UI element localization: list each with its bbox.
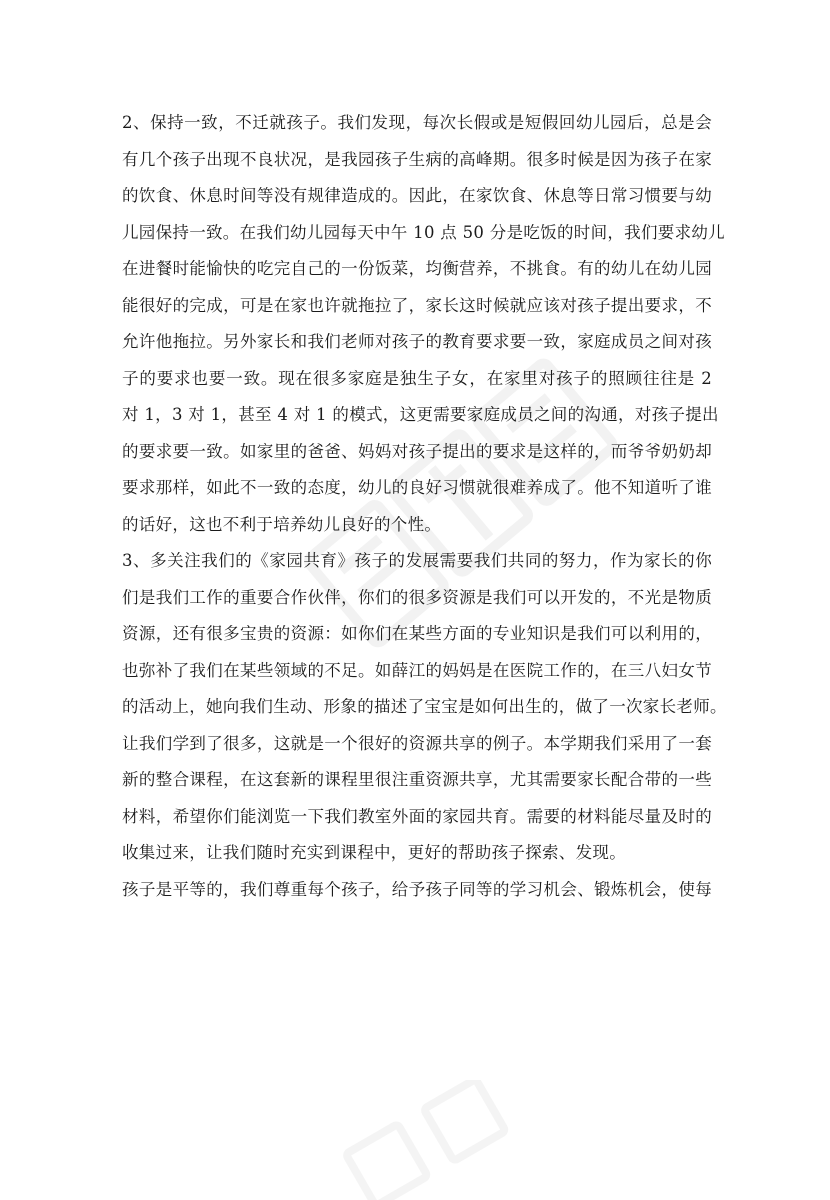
text-line: 2、保持一致，不迁就孩子。我们发现，每次长假或是短假回幼儿园后，总是会: [122, 113, 712, 132]
text-line: 对 1，3 对 1，甚至 4 对 1 的模式，这更需要家庭成员之间的沟通，对孩子提出: [122, 405, 719, 424]
watermark-fragment-icon: [330, 1080, 530, 1200]
text-line: 的要求要一致。如家里的爸爸、妈妈对孩子提出的要求是这样的，而爷爷奶奶却: [122, 441, 712, 461]
text-line: 们是我们工作的重要合作伙伴，你们的很多资源是我们可以开发的，不光是物质: [122, 587, 712, 607]
document-body: [122, 105, 727, 908]
text-line: 的话好，这也不利于培养幼儿良好的个性。: [122, 514, 442, 534]
text-line: 让我们学到了很多，这就是一个很好的资源共享的例子。本学期我们采用了一套: [122, 733, 712, 753]
text-line: 的活动上，她向我们生动、形象的描述了宝宝是如何出生的，做了一次家长老师。: [122, 697, 727, 716]
text-line: 收集过来，让我们随时充实到课程中，更好的帮助孩子探索、发现。: [122, 843, 626, 862]
text-line: 子的要求也要一致。现在很多家庭是独生子女，在家里对孩子的照顾往往是 2: [122, 368, 712, 388]
text-line: 也弥补了我们在某些领域的不足。如薛江的妈妈是在医院工作的，在三八妇女节: [122, 660, 712, 680]
text-line: 的饮食、休息时间等没有规律造成的。因此，在家饮食、休息等日常习惯要与幼: [122, 186, 712, 205]
text-line: 要求那样，如此不一致的态度，幼儿的良好习惯就很难养成了。他不知道听了谁: [122, 478, 712, 497]
text-line: 新的整合课程，在这套新的课程里很注重资源共享，尤其需要家长配合带的一些: [122, 770, 712, 789]
text-line: 允许他拖拉。另外家长和我们老师对孩子的教育要求要一致，家庭成员之间对孩: [122, 332, 712, 351]
text-line: 有几个孩子出现不良状况，是我园孩子生病的高峰期。很多时候是因为孩子在家: [122, 149, 712, 169]
text-line: 孩子是平等的，我们尊重每个孩子，给予孩子同等的学习机会、锻炼机会，使每: [122, 879, 712, 899]
text-line: 在进餐时能愉快的吃完自己的一份饭菜，均衡营养，不挑食。有的幼儿在幼儿园: [122, 259, 712, 278]
text-line: 资源，还有很多宝贵的资源：如你们在某些方面的专业知识是我们可以利用的，: [122, 624, 712, 643]
text-line: 儿园保持一致。在我们幼儿园每天中午 10 点 50 分是吃饭的时间，我们要求幼儿: [122, 222, 725, 242]
text-line: 3、多关注我们的《家园共育》孩子的发展需要我们共同的努力，作为家长的你: [122, 551, 712, 570]
text-line: 能很好的完成，可是在家也许就拖拉了，家长这时候就应该对孩子提出要求，不: [122, 295, 712, 315]
text-line: 材料，希望你们能浏览一下我们教室外面的家园共育。需要的材料能尽量及时的: [122, 806, 712, 826]
